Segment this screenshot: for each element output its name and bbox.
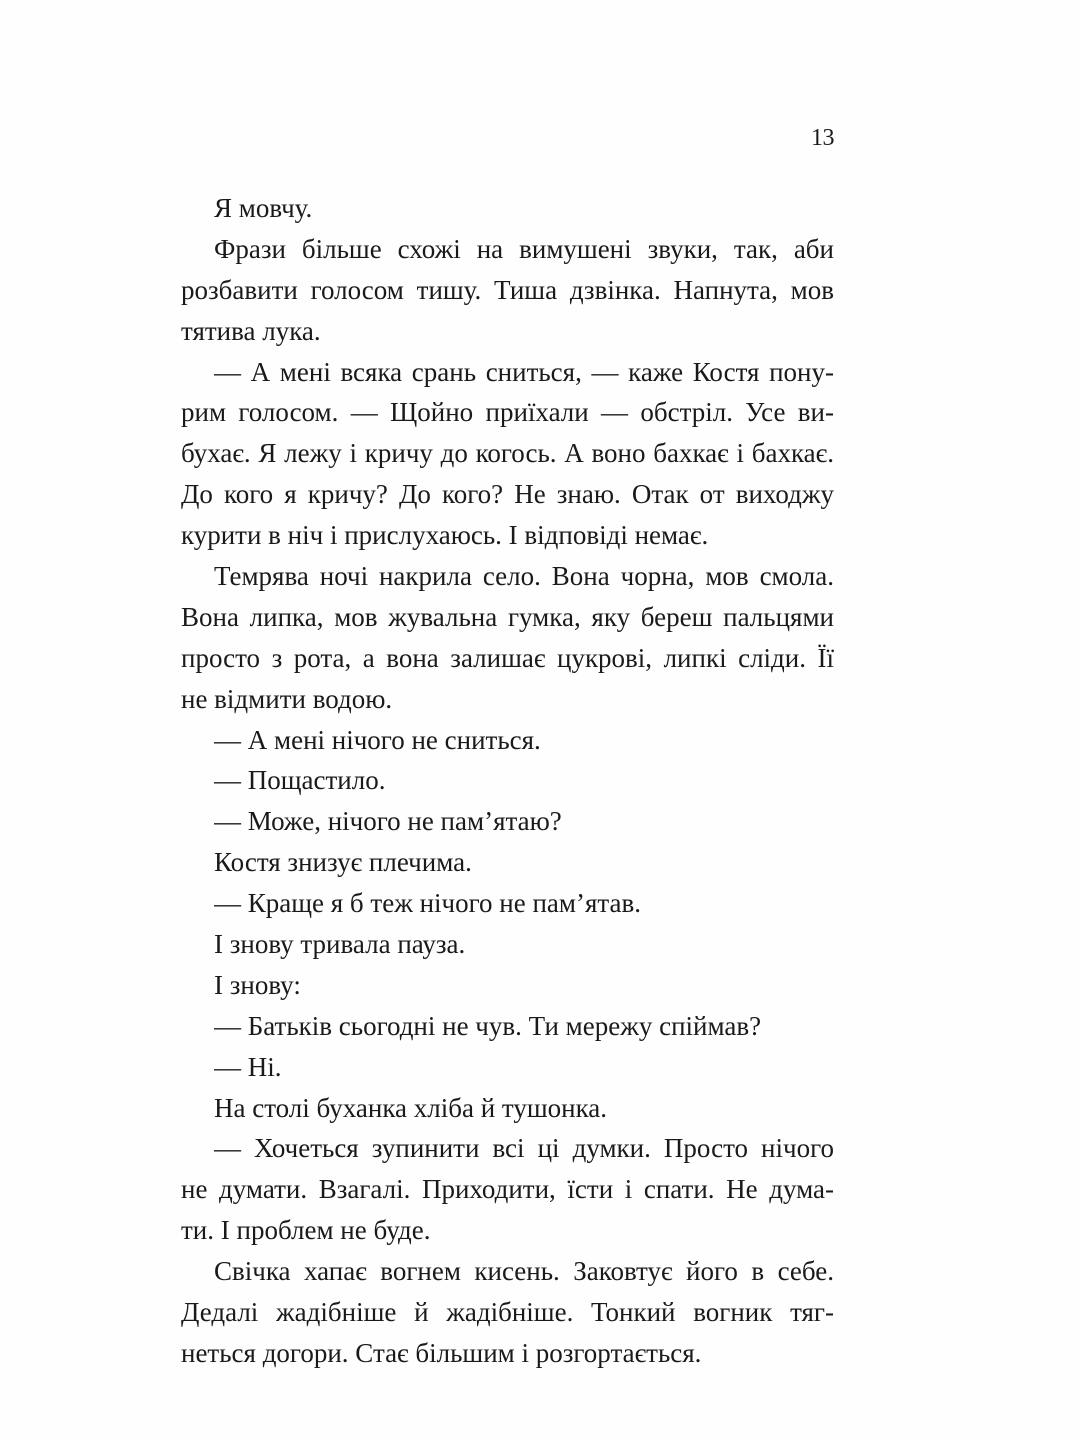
text-line: — А мені всяка срань сниться, — каже Костя пону-	[214, 356, 834, 387]
text-line: рим голосом. — Щойно приїхали — обстріл. Усе ви-	[181, 397, 834, 428]
text-line: Вона липка, мов жувальна гумка, яку береш пальцями	[181, 601, 834, 632]
text-line: На столі буханка хліба й тушонка.	[214, 1092, 608, 1123]
text-line: — Пощастило.	[214, 765, 386, 796]
text-line: Костя знизує плечима.	[214, 847, 472, 878]
text-line: — Батьків сьогодні не чув. Ти мережу спіймав?	[214, 1010, 762, 1041]
text-line: не відмити водою.	[181, 683, 393, 714]
text-line: — А мені нічого не сниться.	[214, 724, 541, 755]
text-line: І знову:	[214, 969, 301, 1000]
page-number: 13	[811, 125, 834, 151]
text-line: — Краще я б теж нічого не пам’ятав.	[214, 888, 642, 919]
text-line: розбавити голосом тишу. Тиша дзвінка. Напнута, мов	[181, 274, 834, 305]
text-line: — Ні.	[214, 1051, 282, 1082]
text-line: Я мовчу.	[214, 193, 313, 223]
text-line: просто з рота, а вона залишає цукрові, липкі сліди. Її	[181, 642, 834, 673]
body-text	[181, 188, 834, 1374]
text-line: — Хочеться зупинити всі ці думки. Просто нічого	[214, 1133, 834, 1164]
text-line: І знову тривала пауза.	[214, 929, 466, 960]
text-line: курити в ніч і прислухаюсь. І відповіді немає.	[181, 520, 709, 551]
text-line: — Може, нічого не пам’ятаю?	[214, 806, 562, 837]
text-line: Свічка хапає вогнем кисень. Заковтує його в себе.	[214, 1256, 834, 1287]
text-line: тятива лука.	[181, 315, 321, 346]
text-line: не думати. Взагалі. Приходити, їсти і спати. Не дума-	[181, 1174, 834, 1205]
text-line: Дедалі жадібніше й жадібніше. Тонкий вогник тяг-	[181, 1297, 834, 1328]
text-line: ти. І проблем не буде.	[181, 1215, 431, 1246]
text-line: бухає. Я лежу і кричу до когось. А воно бахкає і бахкає.	[181, 438, 834, 469]
text-line: До кого я кричу? До кого? Не знаю. Отак от виходжу	[181, 479, 834, 510]
text-line: неться догори. Стає більшим і розгортається.	[181, 1337, 702, 1368]
text-line: Темрява ночі накрила село. Вона чорна, мов смола.	[214, 561, 834, 592]
text-line: Фрази більше схожі на вимушені звуки, так, аби	[214, 233, 834, 264]
